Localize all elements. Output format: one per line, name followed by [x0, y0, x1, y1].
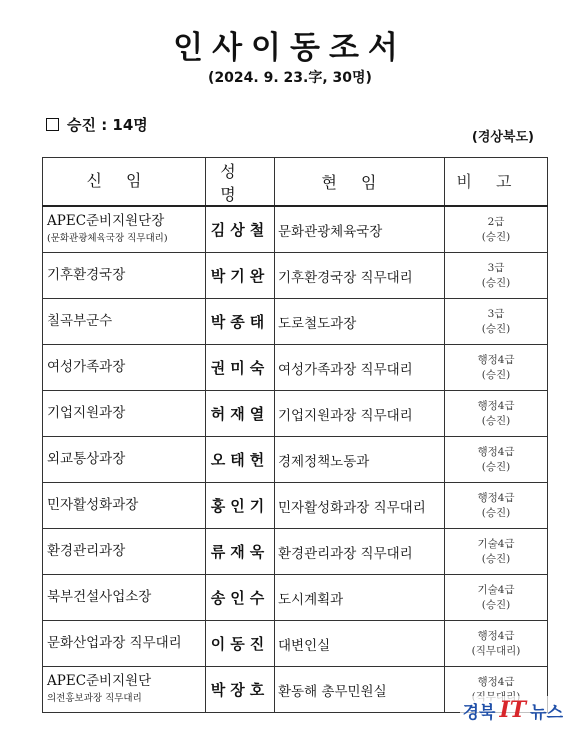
note-type: (승진)	[481, 276, 511, 289]
table-row	[43, 437, 548, 483]
note-grade: 행정4급	[477, 492, 515, 505]
cell-current-position: 도시계획과	[275, 575, 445, 621]
section-heading	[46, 114, 148, 135]
cell-new-position	[43, 529, 206, 575]
header-note: 비고	[445, 158, 548, 207]
note-grade: 기술4급	[477, 584, 515, 597]
note-grade: 3급	[487, 308, 505, 321]
note-grade: 행정4급	[477, 354, 515, 367]
note-type: (승진)	[481, 506, 511, 519]
cell-name: 허재열	[206, 391, 275, 437]
new-position: 북부건설사업소장	[47, 588, 152, 605]
cell-note	[445, 529, 548, 575]
header-current-position: 현임	[275, 158, 445, 207]
new-position: APEC준비지원단장	[47, 212, 165, 229]
cell-new-position	[43, 206, 206, 253]
note-type: (승진)	[481, 460, 511, 473]
watermark-part2: IT	[499, 697, 527, 723]
cell-note	[445, 345, 548, 391]
cell-current-position: 민자활성화과장 직무대리	[275, 483, 445, 529]
cell-name: 박장호	[206, 667, 275, 713]
new-position: 칠곡부군수	[47, 312, 113, 329]
watermark-part3: 뉴스	[530, 702, 563, 723]
cell-name: 류재욱	[206, 529, 275, 575]
personnel-table	[42, 157, 548, 713]
cell-name: 박종태	[206, 299, 275, 345]
new-position-sub: (문화관광체육국장 직무대리)	[47, 232, 168, 244]
cell-note	[445, 299, 548, 345]
cell-current-position: 기업지원과장 직무대리	[275, 391, 445, 437]
note-type: (승진)	[481, 598, 511, 611]
cell-new-position	[43, 345, 206, 391]
news-watermark-logo	[460, 696, 566, 724]
new-position: 환경관리과장	[47, 542, 126, 559]
table-row	[43, 529, 548, 575]
new-position: APEC준비지원단	[47, 672, 152, 689]
cell-current-position: 환경관리과장 직무대리	[275, 529, 445, 575]
note-grade: 행정4급	[477, 630, 515, 643]
note-grade: 행정4급	[477, 446, 515, 459]
cell-new-position	[43, 391, 206, 437]
cell-new-position	[43, 575, 206, 621]
table-row	[43, 621, 548, 667]
table-row	[43, 206, 548, 253]
cell-new-position	[43, 621, 206, 667]
section-label: 승진 : 14명	[67, 116, 148, 134]
note-grade: 행정4급	[477, 400, 515, 413]
cell-new-position	[43, 299, 206, 345]
note-type: (승진)	[481, 552, 511, 565]
cell-name: 홍인기	[206, 483, 275, 529]
cell-name: 김상철	[206, 206, 275, 253]
new-position: 기후환경국장	[47, 266, 126, 283]
note-grade: 행정4급	[477, 676, 515, 689]
cell-name: 오태헌	[206, 437, 275, 483]
date-subtitle: (2024. 9. 23.字, 30명)	[208, 70, 372, 86]
table-body	[43, 206, 548, 713]
header-name: 성명	[206, 158, 275, 207]
new-position: 민자활성화과장	[47, 496, 139, 513]
cell-new-position	[43, 437, 206, 483]
cell-new-position	[43, 483, 206, 529]
cell-current-position: 여성가족과장 직무대리	[275, 345, 445, 391]
note-type: (승진)	[481, 414, 511, 427]
page-title: 인사이동조서	[173, 30, 407, 66]
cell-name: 송인수	[206, 575, 275, 621]
cell-note	[445, 437, 548, 483]
table-row	[43, 391, 548, 437]
cell-name: 박기완	[206, 253, 275, 299]
note-type: (승진)	[481, 368, 511, 381]
cell-current-position: 환동해 총무민원실	[275, 667, 445, 713]
header-new-position: 신임	[43, 158, 206, 207]
note-grade: 기술4급	[477, 538, 515, 551]
table-header-row	[43, 158, 548, 207]
table-row	[43, 345, 548, 391]
note-grade: 3급	[487, 262, 505, 275]
cell-current-position: 도로철도과장	[275, 299, 445, 345]
new-position: 기업지원과장	[47, 404, 126, 421]
checkbox-icon	[46, 118, 59, 131]
cell-note	[445, 253, 548, 299]
cell-name: 이동진	[206, 621, 275, 667]
note-grade: 2급	[487, 216, 505, 229]
cell-note	[445, 575, 548, 621]
table-row	[43, 483, 548, 529]
cell-note	[445, 391, 548, 437]
cell-current-position: 기후환경국장 직무대리	[275, 253, 445, 299]
cell-note	[445, 621, 548, 667]
region-label: (경상북도)	[471, 130, 534, 145]
cell-new-position	[43, 253, 206, 299]
new-position-sub: 의전홍보과장 직무대리	[47, 692, 142, 704]
table-row	[43, 253, 548, 299]
note-type: (직무대리)	[471, 644, 521, 657]
cell-name: 권미숙	[206, 345, 275, 391]
table-row	[43, 575, 548, 621]
new-position: 외교통상과장	[47, 450, 126, 467]
new-position: 문화산업과장 직무대리	[47, 634, 182, 651]
cell-current-position: 대변인실	[275, 621, 445, 667]
cell-note	[445, 206, 548, 253]
cell-new-position	[43, 667, 206, 713]
watermark-part1: 경북	[462, 702, 496, 723]
table-row	[43, 299, 548, 345]
new-position: 여성가족과장	[47, 358, 126, 375]
cell-note	[445, 483, 548, 529]
note-type: (승진)	[481, 230, 511, 243]
note-type: (승진)	[481, 322, 511, 335]
cell-current-position: 문화관광체육국장	[275, 206, 445, 253]
cell-current-position: 경제정책노동과	[275, 437, 445, 483]
